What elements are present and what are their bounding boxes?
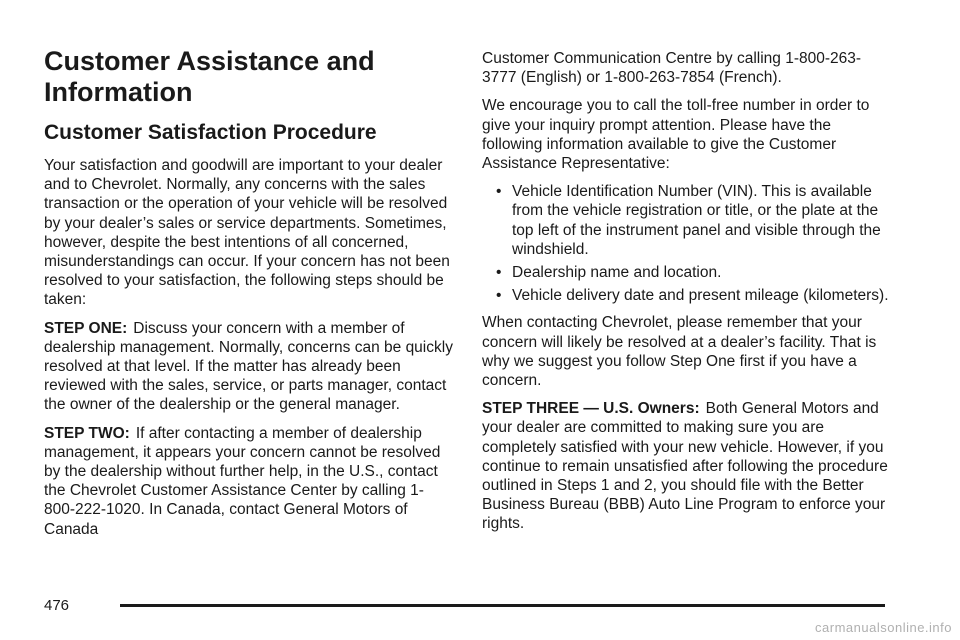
list-item [482, 263, 892, 282]
left-body [44, 156, 454, 548]
list-item-text: Vehicle delivery date and present mileage (kilometers). [512, 287, 889, 305]
encourage-paragraph: We encourage you to call the toll-free number in order to give your inquiry prompt attention. Please have the following information available to give the Customer Assistance Representative: [482, 97, 870, 173]
footer-rule [120, 604, 885, 607]
step-two-text: If after contacting a member of dealership management, it appears your concern cannot be resolved by the dealership without further help, in the U.S., contact the Chevrolet Customer Assistance Center by calling 1-800-222-1020. In Canada, contact General Motors of Canada [44, 424, 441, 538]
watermark: carmanualsonline.info [815, 620, 952, 635]
section-heading: Customer Satisfaction Procedure [44, 121, 377, 144]
step-three-paragraph [482, 399, 892, 533]
contacting-paragraph: When contacting Chevrolet, please remember that your concern will likely be resolved at a dealer’s facility. That is why we suggest you follow Step One first if you have a concern. [482, 314, 877, 390]
step-three-text: Both General Motors and your dealer are committed to making sure you are completely satisfied with your new vehicle. However, if you continue to remain unsatisfied after following the procedure outlined in Steps 1 and 2, you should file with the Better Business Bureau (BBB) Auto Line Program to enforce your rights. [482, 400, 888, 533]
bullet-icon: • [496, 287, 502, 305]
page-number: 476 [44, 597, 70, 614]
list-item [482, 182, 892, 259]
step-one-text: Discuss your concern with a member of dealership management. Normally, concerns can be quickly resolved at that level. If the matter has already been reviewed with the sales, service, or parts manager, contact the owner of the dealership or the general manager. [44, 319, 453, 414]
continuation-paragraph: Customer Communication Centre by calling 1-800-263-3777 (English) or 1-800-263-7854 (French). [482, 50, 862, 87]
bullet-icon: • [496, 183, 502, 201]
step-two-paragraph [44, 424, 454, 539]
list-item-text: Vehicle Identification Number (VIN). This is available from the vehicle registration or title, or the plate at the top left of the instrument panel and visible through the windshield. [512, 183, 881, 258]
info-list [482, 182, 892, 305]
bullet-icon: • [496, 264, 502, 282]
page-title: Customer Assistance and Information [44, 46, 375, 107]
step-one-paragraph [44, 319, 454, 415]
intro-paragraph: Your satisfaction and goodwill are important to your dealer and to Chevrolet. Normally, any concerns with the sales transaction or the operation of your vehicle will be resolved by your dealer’s sales or service departments. Sometimes, however, despite the best intentions of all concerned, misunderstandings can occur. If your concern has not been resolved to your satisfaction, the following steps should be taken: [44, 157, 450, 309]
list-item [482, 286, 892, 305]
step-two-label: STEP TWO: [44, 424, 130, 442]
right-body [482, 49, 892, 543]
step-three-label: STEP THREE — U.S. Owners: [482, 400, 700, 418]
list-item-text: Dealership name and location. [512, 264, 722, 282]
step-one-label: STEP ONE: [44, 319, 128, 337]
